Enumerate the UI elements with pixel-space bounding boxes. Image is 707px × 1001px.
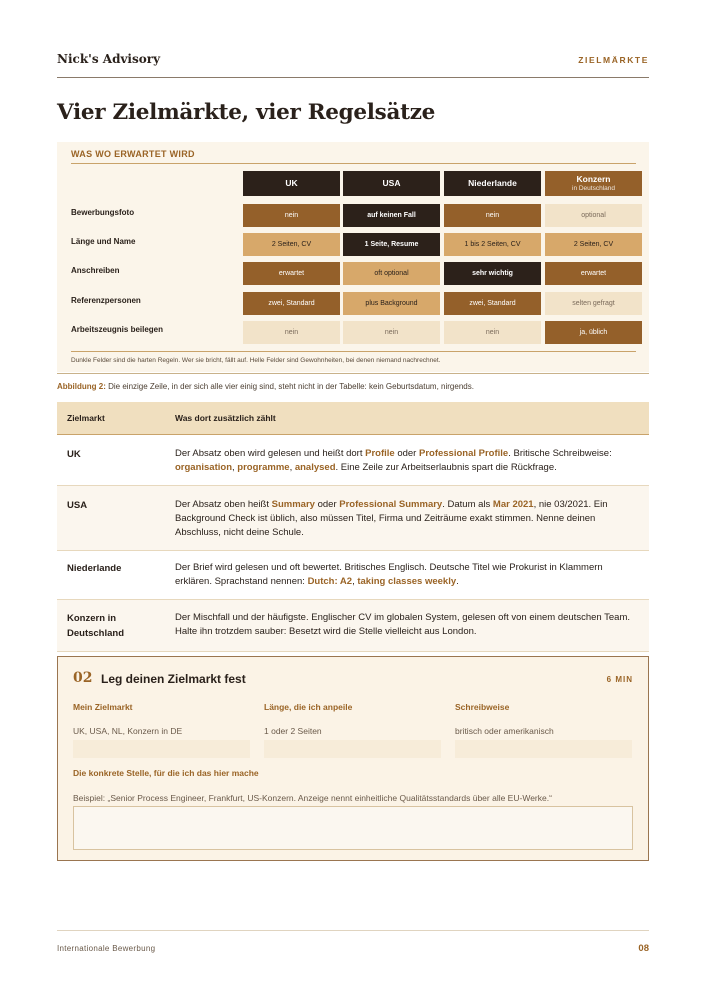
row-label: Arbeitszeugnis beilegen [71, 325, 164, 334]
detail-text: . Britische Schreibweise: [508, 448, 612, 459]
column-header [343, 171, 440, 196]
column-header [243, 171, 340, 196]
column-header [545, 171, 642, 196]
grid-cell: 2 Seiten, CV [243, 233, 340, 256]
field-hint-job: Beispiel: „Senior Process Engineer, Frankfurt, US-Konzern. Anzeige nennt einheitliche Qualitätsstandards über alle EU-Werke.“ [73, 793, 552, 803]
highlight-term: Professional Profile [418, 448, 509, 459]
grid-cell: zwei, Standard [444, 292, 541, 315]
grid-cell: plus Background [343, 292, 440, 315]
highlight-term: Profile [365, 448, 395, 459]
table-row [57, 600, 649, 652]
highlight-term: Professional Summary [339, 499, 443, 510]
highlight-term: organisation [175, 462, 233, 473]
table-row [57, 435, 649, 486]
caption-label: Abbildung 2: [57, 382, 106, 391]
column-header [444, 171, 541, 196]
exercise-duration: 6 MIN [606, 675, 633, 684]
spelling-input[interactable] [455, 740, 632, 758]
detail-text: . [456, 576, 459, 587]
highlight-term: taking classes weekly [357, 576, 457, 587]
grid-cell: nein [444, 321, 541, 344]
highlight-term: Dutch: A2 [307, 576, 353, 587]
column-header-label: UK [285, 177, 298, 188]
column-header-market: Zielmarkt [67, 413, 105, 423]
column-header-label: USA [382, 177, 401, 188]
job-description-textarea[interactable] [73, 806, 633, 850]
grid-cell: 1 bis 2 Seiten, CV [444, 233, 541, 256]
detail-text: , [352, 576, 358, 587]
section-label: ZIELMÄRKTE [578, 55, 649, 65]
market-details [175, 611, 649, 641]
column-header-label: Niederlande [468, 177, 517, 188]
figure-caption [57, 382, 474, 391]
market-name: Konzern in Deutschland [67, 613, 125, 639]
exercise-number: 02 [73, 670, 93, 686]
grid-cell: nein [343, 321, 440, 344]
grid-cell: selten gefragt [545, 292, 642, 315]
footer-title: Internationale Bewerbung [57, 944, 156, 953]
grid-cell: ja, üblich [545, 321, 642, 344]
length-input[interactable] [264, 740, 441, 758]
grid-cell: nein [444, 204, 541, 227]
row-label: Bewerbungsfoto [71, 208, 135, 217]
detail-text: . Eine Zeile zur Arbeitserlaubnis spart die Rückfrage. [335, 462, 557, 473]
grid-cell: auf keinen Fall [343, 204, 440, 227]
field-label-target-market: Mein Zielmarkt [73, 702, 133, 712]
field-label-job: Die konkrete Stelle, für die ich das hier mache [73, 768, 259, 778]
field-label-length: Länge, die ich anpeile [264, 702, 353, 712]
column-header-sublabel: in Deutschland [572, 184, 615, 192]
grid-cell: sehr wichtig [444, 262, 541, 285]
panel-title: WAS WO ERWARTET WIRD [71, 149, 195, 159]
panel-divider [71, 351, 636, 352]
row-label: Anschreiben [71, 266, 120, 275]
header-divider [57, 77, 649, 78]
table-header [57, 402, 649, 435]
highlight-term: Mar 2021 [492, 499, 534, 510]
market-table [57, 402, 649, 652]
detail-text: oder [314, 499, 340, 510]
market-name: UK [67, 449, 81, 460]
grid-cell: erwartet [545, 262, 642, 285]
table-row [57, 486, 649, 551]
grid-cell: erwartet [243, 262, 340, 285]
grid-cell: oft optional [343, 262, 440, 285]
highlight-term: analysed [294, 462, 336, 473]
table-row [57, 551, 649, 600]
field-hint-length: 1 oder 2 Seiten [264, 726, 322, 736]
detail-text: Der Mischfall und der häufigste. Englischer CV im globalen System, gelesen oft von einem deutschen Team. Halte ihn trotzdem sauber: Besetzt wird die Stelle vielleicht aus London. [175, 612, 631, 637]
footer-divider [57, 930, 649, 931]
column-header-details: Was dort zusätzlich zählt [175, 413, 276, 423]
grid-cell: nein [243, 321, 340, 344]
market-details [175, 447, 649, 475]
detail-text: Der Brief wird gelesen und oft bewertet. Britisches Englisch. Deutsche Titel wie Prokurist in Klammern erklären. Sprachstand nennen: [175, 562, 603, 587]
detail-text: Der Absatz oben wird gelesen und heißt dort [175, 448, 366, 459]
column-header-label: Konzern [576, 174, 611, 185]
row-label: Länge und Name [71, 237, 136, 246]
field-hint-target-market: UK, USA, NL, Konzern in DE [73, 726, 183, 736]
page-number: 08 [638, 943, 649, 954]
grid-cell: 2 Seiten, CV [545, 233, 642, 256]
highlight-term: Summary [271, 499, 315, 510]
brand-name: Nick's Advisory [57, 52, 161, 66]
caption-text: Die einzige Zeile, in der sich alle vier einig sind, steht nicht in der Tabelle: kein Geburtsdatum, nirgends. [105, 382, 474, 391]
detail-text: , nie 03/2021. Ein Background Check ist üblich, also müssen Titel, Firma und Zeiträume exakt stimmen. Nenne deinen Abschluss, nicht deine Schule. [175, 499, 608, 538]
panel-divider [71, 163, 636, 164]
detail-text: , [232, 462, 238, 473]
target-market-input[interactable] [73, 740, 250, 758]
detail-text: Der Absatz oben heißt [175, 499, 272, 510]
market-details [175, 561, 649, 589]
highlight-term: programme [237, 462, 290, 473]
market-details [175, 498, 649, 540]
panel-note: Dunkle Felder sind die harten Regeln. Wer sie bricht, fällt auf. Helle Felder sind Gewohnheiten, bei denen niemand nachrechnet. [71, 357, 441, 364]
grid-cell: 1 Seite, Resume [343, 233, 440, 256]
detail-text: , [289, 462, 295, 473]
grid-cell: nein [243, 204, 340, 227]
page-title: Vier Zielmärkte, vier Regelsätze [57, 100, 435, 125]
exercise-title: Leg deinen Zielmarkt fest [101, 672, 246, 686]
field-hint-spelling: britisch oder amerikanisch [455, 726, 554, 736]
detail-text: . Datum als [442, 499, 493, 510]
grid-cell: zwei, Standard [243, 292, 340, 315]
market-name: USA [67, 500, 88, 511]
market-name: Niederlande [67, 563, 122, 574]
row-label: Referenzpersonen [71, 296, 141, 305]
detail-text: oder [394, 448, 419, 459]
caption-divider [57, 373, 649, 374]
grid-cell: optional [545, 204, 642, 227]
field-label-spelling: Schreibweise [455, 702, 510, 712]
